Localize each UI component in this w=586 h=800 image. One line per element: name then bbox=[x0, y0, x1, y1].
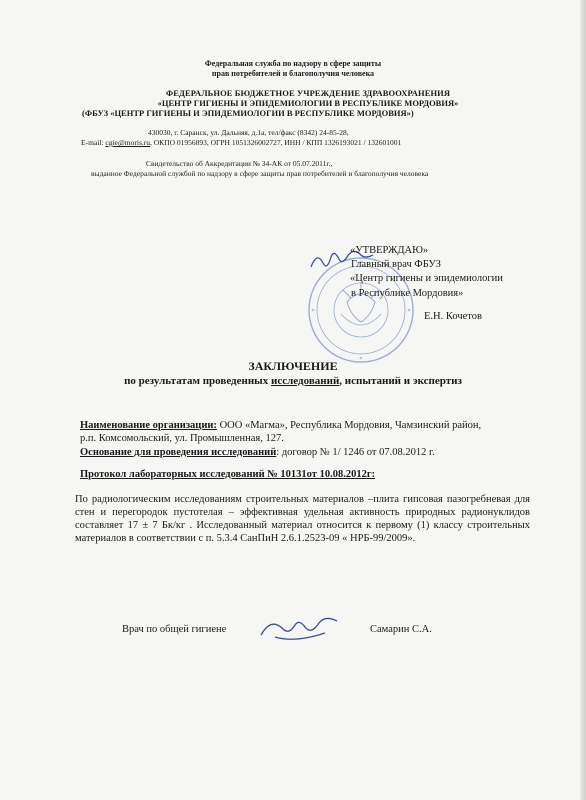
basis-value: : договор № 1/ 1246 от 07.08.2012 г. bbox=[276, 447, 435, 458]
email-link[interactable]: cgie@moris.ru bbox=[105, 138, 150, 147]
organization-line-1 bbox=[80, 420, 481, 431]
agency-line-1: Федеральная служба по надзору в сфере защиты bbox=[204, 59, 382, 68]
org-requisites bbox=[81, 138, 401, 147]
document-title: ЗАКЛЮЧЕНИЕ bbox=[248, 359, 338, 373]
organization-label: Наименование организации: bbox=[80, 420, 217, 431]
document-subtitle bbox=[0, 375, 586, 387]
organization-value: ООО «Магма», Республика Мордовия, Чамзинский район, bbox=[216, 420, 482, 431]
email-prefix: E-mail: bbox=[81, 138, 106, 147]
org-name-line-1: ФЕДЕРАЛЬНОЕ БЮДЖЕТНОЕ УЧРЕЖДЕНИЕ ЗДРАВООХРАНЕНИЯ bbox=[165, 88, 451, 98]
signatory-name: Самарин С.А. bbox=[370, 624, 432, 635]
org-address: 430030, г. Саранск, ул. Дальняя, д.1а, тел/факс (8342) 24-85-28, bbox=[148, 128, 349, 137]
subtitle-underlined: исследований bbox=[271, 375, 340, 387]
agency-line-2: прав потребителей и благополучия человека bbox=[211, 69, 375, 78]
organization-line-2: р.п. Комсомольский, ул. Промышленная, 127. bbox=[80, 433, 284, 444]
conclusion-paragraph: По радиологическим исследованиям строительных материалов –плита гипсовая пазогребневая для стен и перегородок пустотелая – эффективная удельная активность природных радионуклидов составляет 17 ± 7 Бк/кг . Исследованный материал относится к первому (1) классу строительных материалов в соответствии с п. 5.3.4 СанПиН 2.6.1.2523-09 « НРБ-99/2009». bbox=[75, 494, 530, 544]
signatory-position: Врач по общей гигиене bbox=[122, 624, 227, 635]
subtitle-post: , испытаний и экспертиз bbox=[339, 375, 462, 387]
accreditation-line-1: Свидетельство об Аккредитации № 34-АК от 05.07.2011г., bbox=[146, 159, 333, 168]
approval-heading: «УТВЕРЖДАЮ» bbox=[350, 245, 429, 256]
approval-org-line-1: «Центр гигиены и эпидемиологии bbox=[350, 273, 503, 284]
basis-line bbox=[80, 447, 435, 458]
org-name-line-3: (ФБУЗ «ЦЕНТР ГИГИЕНЫ И ЭПИДЕМИОЛОГИИ В РЕСПУБЛИКЕ МОРДОВИЯ») bbox=[82, 108, 414, 118]
accreditation-line-2: выданное Федеральной службой по надзору в сфере защиты прав потребителей и благополучия человека bbox=[91, 169, 429, 178]
requisites-text: , ОКПО 01956893, ОГРН 1051326002727, ИНН / КПП 1326193021 / 132601001 bbox=[149, 138, 402, 147]
page-edge bbox=[580, 0, 586, 800]
approval-org-line-2: в Республике Мордовия» bbox=[351, 288, 464, 299]
protocol-line: Протокол лабораторных исследований № 10131от 10.08.2012г: bbox=[80, 469, 376, 480]
basis-label: Основание для проведения исследований bbox=[80, 447, 277, 458]
org-name-line-2: «ЦЕНТР ГИГИЕНЫ И ЭПИДЕМИОЛОГИИ В РЕСПУБЛИКЕ МОРДОВИЯ» bbox=[157, 98, 459, 108]
approval-position: Главный врач ФБУЗ bbox=[351, 259, 441, 270]
approval-signer-name: Е.Н. Кочетов bbox=[424, 311, 482, 322]
doctor-signature bbox=[255, 615, 345, 647]
subtitle-pre: по результатам проведенных bbox=[124, 375, 272, 387]
